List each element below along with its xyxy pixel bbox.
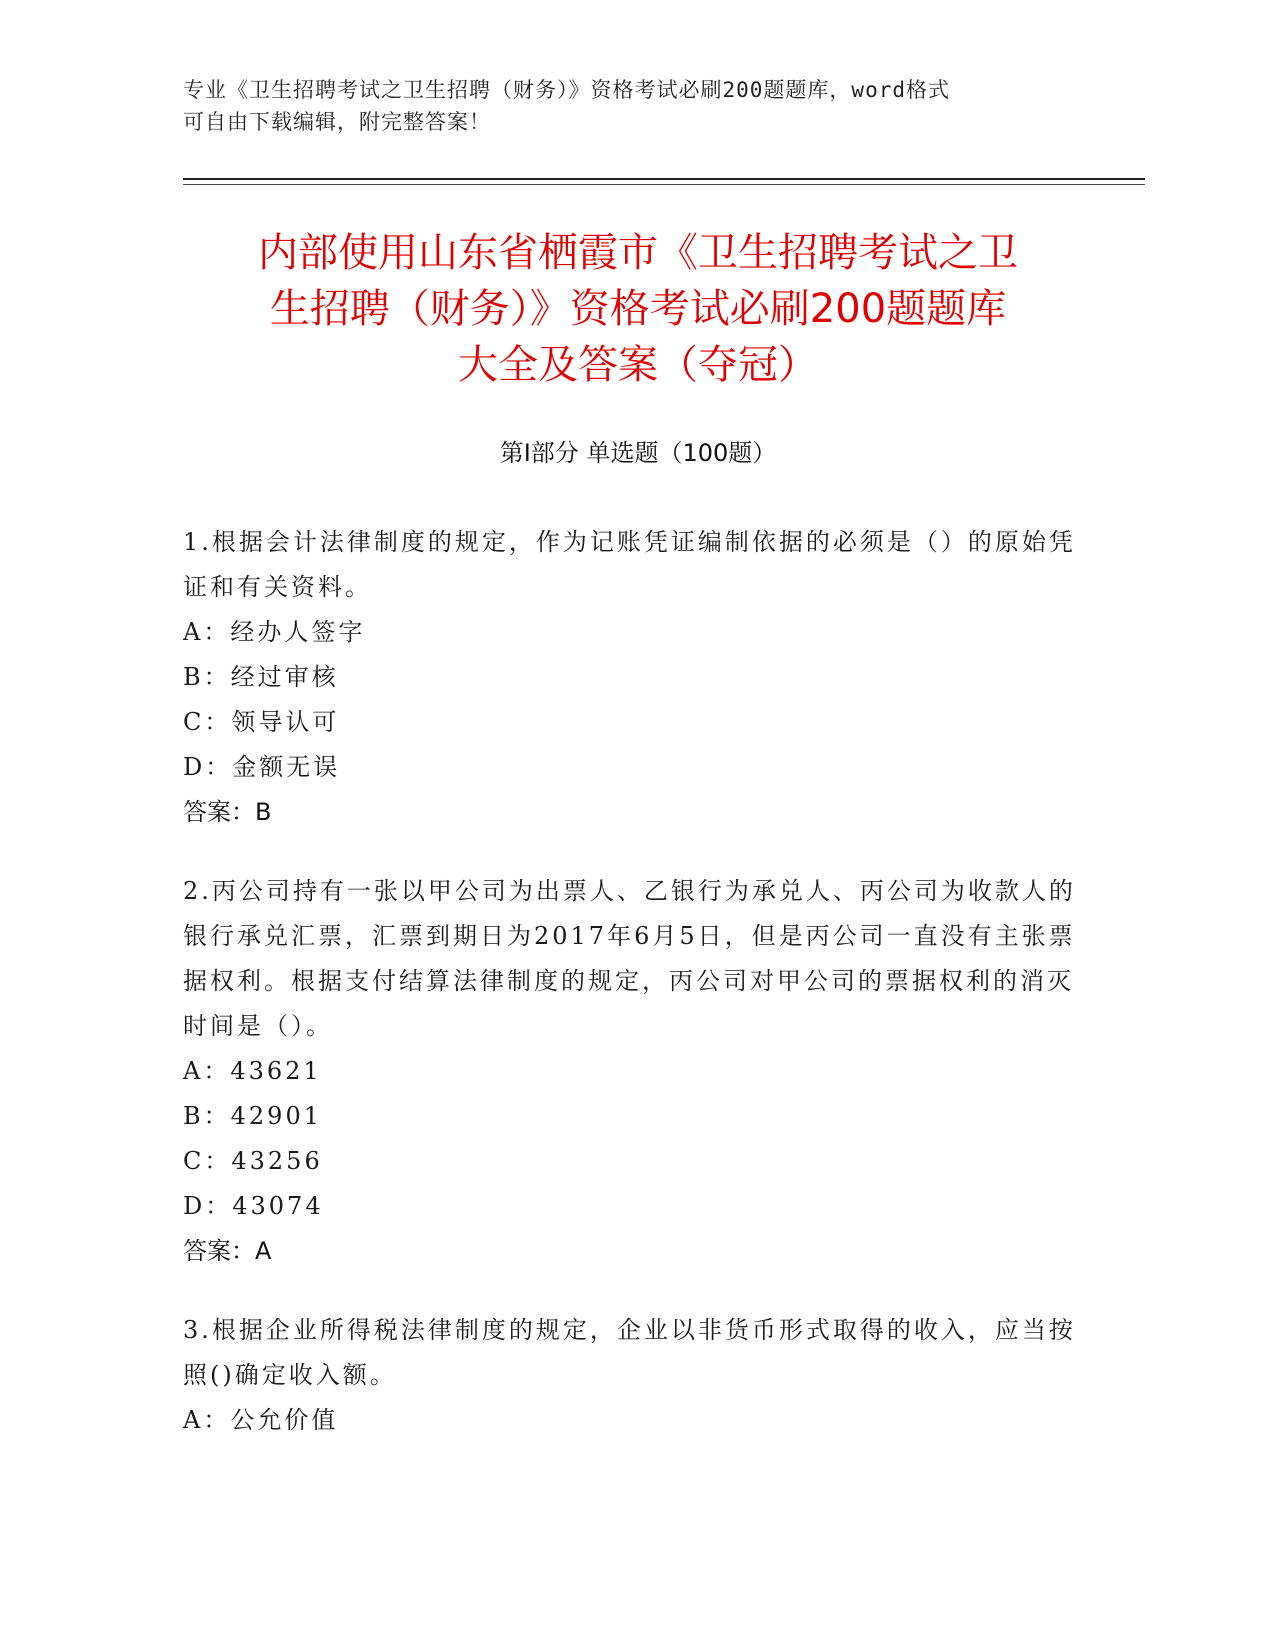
option-a: A：经办人签字 bbox=[183, 618, 366, 646]
header-note-line1: 专业《卫生招聘考试之卫生招聘（财务）》资格考试必刷200题题库，word格式 bbox=[183, 78, 950, 102]
header-divider-thin bbox=[183, 184, 1145, 185]
question-stem: 1.根据会计法律制度的规定，作为记账凭证编制依据的必须是（）的原始凭证和有关资料。 bbox=[183, 528, 1076, 601]
title-line3: 大全及答案（夺冠） bbox=[458, 342, 818, 388]
section-title: 第Ⅰ部分 单选题（100题） bbox=[499, 439, 777, 467]
question-answer: 答案：A bbox=[183, 1237, 272, 1265]
title-line2: 生招聘（财务）》资格考试必刷200题题库 bbox=[269, 286, 1007, 332]
option-c: C：43256 bbox=[183, 1147, 323, 1175]
option-a: A：43621 bbox=[183, 1057, 322, 1085]
question-list bbox=[183, 520, 1083, 1477]
question-2 bbox=[183, 869, 1083, 1274]
header-divider-thick bbox=[183, 178, 1145, 180]
document-title bbox=[183, 225, 1093, 393]
title-line1: 内部使用山东省栖霞市《卫生招聘考试之卫 bbox=[258, 230, 1018, 276]
option-d: D：43074 bbox=[183, 1192, 324, 1220]
question-stem: 2.丙公司持有一张以甲公司为出票人、乙银行为承兑人、丙公司为收款人的银行承兑汇票，汇票到期日为2017年6月5日，但是丙公司一直没有主张票据权利。根据支付结算法律制度的规定，丙公司对甲公司的票据权利的消灭时间是（）。 bbox=[183, 877, 1076, 1040]
option-c: C：领导认可 bbox=[183, 708, 340, 736]
question-1 bbox=[183, 520, 1083, 835]
option-b: B：42901 bbox=[183, 1102, 322, 1130]
question-answer: 答案：B bbox=[183, 798, 272, 826]
option-a: A：公允价值 bbox=[183, 1406, 339, 1434]
question-3 bbox=[183, 1308, 1083, 1443]
option-b: B：经过审核 bbox=[183, 663, 339, 691]
header-note-line2: 可自由下载编辑，附完整答案！ bbox=[183, 110, 491, 134]
question-stem: 3.根据企业所得税法律制度的规定，企业以非货币形式取得的收入，应当按照()确定收入额。 bbox=[183, 1316, 1076, 1389]
header-note bbox=[183, 74, 1063, 138]
option-d: D：金额无误 bbox=[183, 753, 341, 781]
